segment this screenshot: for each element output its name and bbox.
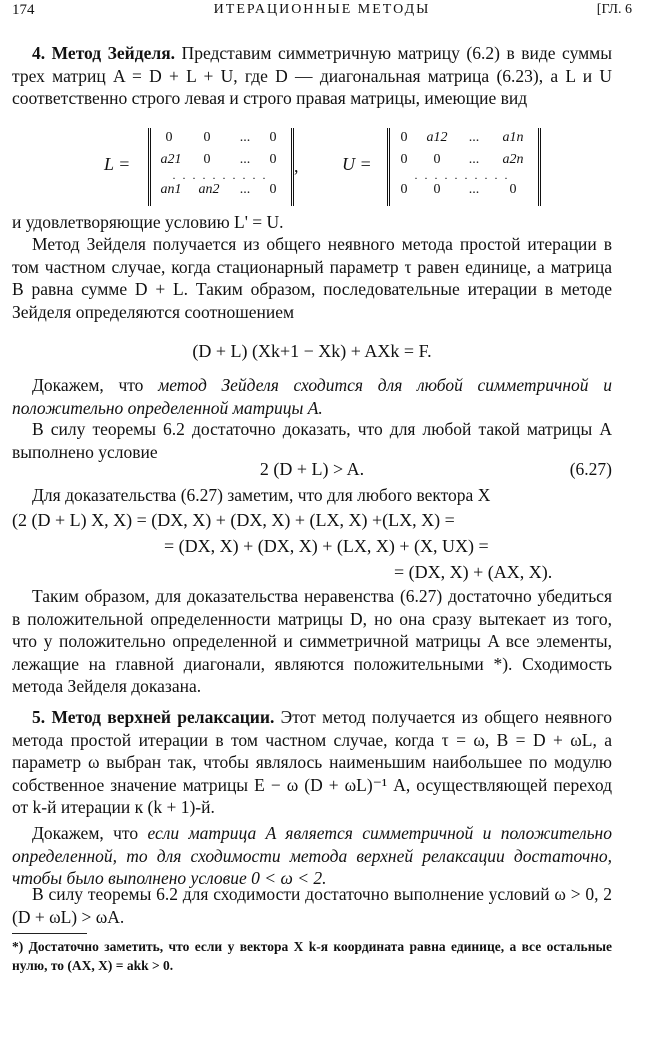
relaxation-final: В силу теоремы 6.2 для сходимости достаточно выполнение условий ω > 0, 2 (D + ωL) > ωA. [12,884,612,927]
iteration-equation: (D + L) (Xk+1 − Xk) + AXk = F. [192,341,432,361]
U-cell: 0 [433,152,441,167]
U-cell: ... [468,182,480,197]
U-cell: a2n [502,152,524,167]
U-dots-row: . . . . . . . . . . [414,168,510,182]
U-cell: 0 [400,152,408,167]
section4-heading: 4. Метод Зейделя. [32,43,176,63]
L-cell: an1 [160,182,182,197]
U-cell: ... [468,152,480,167]
U-cell: a1n [502,130,524,145]
relaxation-claim-italic: если матрица A является симметричной и положительно определенной, то для сходимости метода верхней релаксации достаточно, чтобы было выполнено условие 0 < ω < 2. [12,823,612,888]
proof-eq-line2: = (DX, X) + (DX, X) + (LX, X) + (X, UX) = [164,536,489,556]
L-matrix [148,128,294,206]
comma: , [294,156,299,176]
page-number: 174 [12,2,35,18]
equation-6-27: 2 (D + L) > A. [259,459,365,479]
L-cell: ... [239,130,251,145]
for-proof-line: Для доказательства (6.27) заметим, что для любого вектора X [32,485,491,505]
footnote: *) Достаточно заметить, что если у вектора X k-я координата равна единице, а все остальные нулю, то (AX, X) = akk > 0. [12,939,612,973]
page-header [12,2,632,24]
section5-intro-text: Этот метод получается из общего неявного метода простой итерации в том частном случае, когда τ = ω, B = D + ωL, а параметр ω выбран так, чтобы являлось наименьшим наибольшее по модулю собственное значение матрицы E − ω (D + ωL)⁻¹ A, осуществляющей переход от k-й итерации к (k + 1)-й. [12,707,612,817]
section5-intro [12,706,612,819]
U-cell: 0 [400,130,408,145]
L-cell: ... [239,152,251,167]
U-matrix [387,128,541,206]
chapter-label: [ГЛ. 6 [596,2,632,17]
proof-eq-line3: = (DX, X) + (AX, X). [394,562,553,582]
seidel-claim [12,374,612,419]
footnote-rule [12,933,87,934]
L-cell: 0 [269,182,277,197]
L-cell: 0 [203,152,211,167]
U-cell: ... [468,130,480,145]
after-matrices-line: и удовлетворяющие условию L' = U. [12,212,284,232]
L-dots-row: . . . . . . . . . . [172,168,268,182]
U-cell: 0 [400,182,408,197]
proof-eq-line1: (2 (D + L) X, X) = (DX, X) + (DX, X) + (LX, X) +(LX, X) = [12,510,455,530]
running-title: ИТЕРАЦИОННЫЕ МЕТОДЫ [213,2,431,17]
L-cell: 0 [269,130,277,145]
L-cell: 0 [165,130,173,145]
theorem-reference: В силу теоремы 6.2 достаточно доказать, что для любой такой матрицы A выполнено условие [12,419,612,462]
L-cell: 0 [203,130,211,145]
relaxation-claim-prefix: Докажем, что [32,823,148,843]
matrices-L-U [12,128,612,210]
L-cell: a21 [160,152,182,167]
section5-heading: 5. Метод верхней релаксации. [32,707,275,727]
claim-italic: метод Зейделя сходится для любой симметричной и положительно определенной матрицы A. [12,375,612,418]
U-cell: a12 [426,130,448,145]
proof-equations [12,507,612,587]
U-cell: 0 [433,182,441,197]
equation-6-27-number: (6.27) [569,459,612,479]
U-cell: 0 [509,182,517,197]
U-matrix-label: U = [342,154,372,174]
proof-conclusion: Таким образом, для доказательства неравенства (6.27) достаточно убедиться в положительной определенности матрицы D, но она сразу вытекает из того, что у положительно определенной и симметричной матрицы A все элементы, лежащие на главной диагонали, являются положительными *). Сходимость метода Зейделя доказана. [12,586,612,696]
relaxation-claim [12,822,612,890]
L-cell: ... [239,182,251,197]
L-cell: an2 [198,182,220,197]
seidel-definition: Метод Зейделя получается из общего неявного метода простой итерации в том частном случае, когда стационарный параметр τ равен единице, а матрица B равна сумме D + L. Таким образом, последовательные итерации в методе Зейделя определяются соотношением [12,234,612,322]
L-cell: 0 [269,152,277,167]
claim-prefix: Докажем, что [32,375,159,395]
section4-intro [12,42,612,110]
section4-intro-text: Представим симметричную матрицу (6.2) в виде суммы трех матриц A = D + L + U, где D — диагональная матрица (6.23), а L и U соответственно строго левая и строго правая матрицы, имеющие вид [12,43,613,108]
L-matrix-label: L = [104,154,131,174]
